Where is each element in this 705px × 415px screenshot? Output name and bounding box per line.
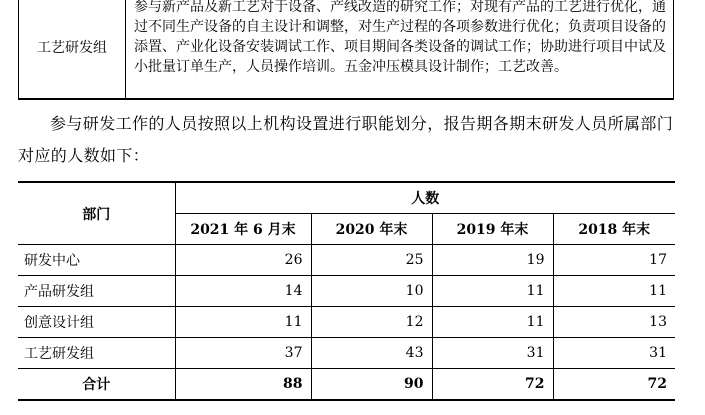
total-row [18,369,675,401]
row-value: 11 [553,276,675,307]
row-value: 31 [553,338,675,369]
col-header-period: 2018 年末 [553,214,675,245]
row-value: 11 [175,307,311,338]
row-value: 25 [311,245,432,276]
row-dept-name: 研发中心 [18,245,175,276]
department-description-table [18,0,674,100]
table-row [18,245,675,276]
table-row [19,0,674,99]
row-value: 10 [311,276,432,307]
col-header-period: 2019 年末 [432,214,553,245]
total-value: 72 [432,369,553,401]
row-value: 11 [432,307,553,338]
col-header-period: 2020 年末 [311,214,432,245]
row-value: 14 [175,276,311,307]
table-row [18,338,675,369]
row-value: 17 [553,245,675,276]
row-dept-name: 产品研发组 [18,276,175,307]
staff-count-table [18,181,675,401]
intro-paragraph: 参与研发工作的人员按照以上机构设置进行职能划分，报告期各期末研发人员所属部门对应的人数如下： [18,114,674,165]
dept-name-cell: 工艺研发组 [19,0,126,99]
total-value: 88 [175,369,311,401]
row-value: 12 [311,307,432,338]
row-value: 19 [432,245,553,276]
row-value: 37 [175,338,311,369]
row-value: 31 [432,338,553,369]
row-value: 43 [311,338,432,369]
total-label: 合计 [18,369,175,401]
total-value: 90 [311,369,432,401]
row-value: 11 [432,276,553,307]
header-row-1 [18,182,675,214]
col-header-dept: 部门 [18,182,175,245]
row-value: 13 [553,307,675,338]
row-dept-name: 工艺研发组 [18,338,175,369]
row-value: 26 [175,245,311,276]
row-dept-name: 创意设计组 [18,307,175,338]
col-header-group: 人数 [175,182,675,214]
col-header-period: 2021 年 6 月末 [175,214,311,245]
table-row [18,276,675,307]
table-row [18,307,675,338]
dept-description-cell: 参与新产品及新工艺对于设备、产线改造的研究工作；对现有产品的工艺进行优化，通过不同生产设备的自主设计和调整，对生产过程的各项参数进行优化；负责项目设备的添置、产业化设备安装调试工作、项目期间各类设备的调试工作；协助进行项目中试及小批量订单生产，人员操作培训。五金冲压模具设计制作；工艺改善。 [126,0,674,99]
total-value: 72 [553,369,675,401]
